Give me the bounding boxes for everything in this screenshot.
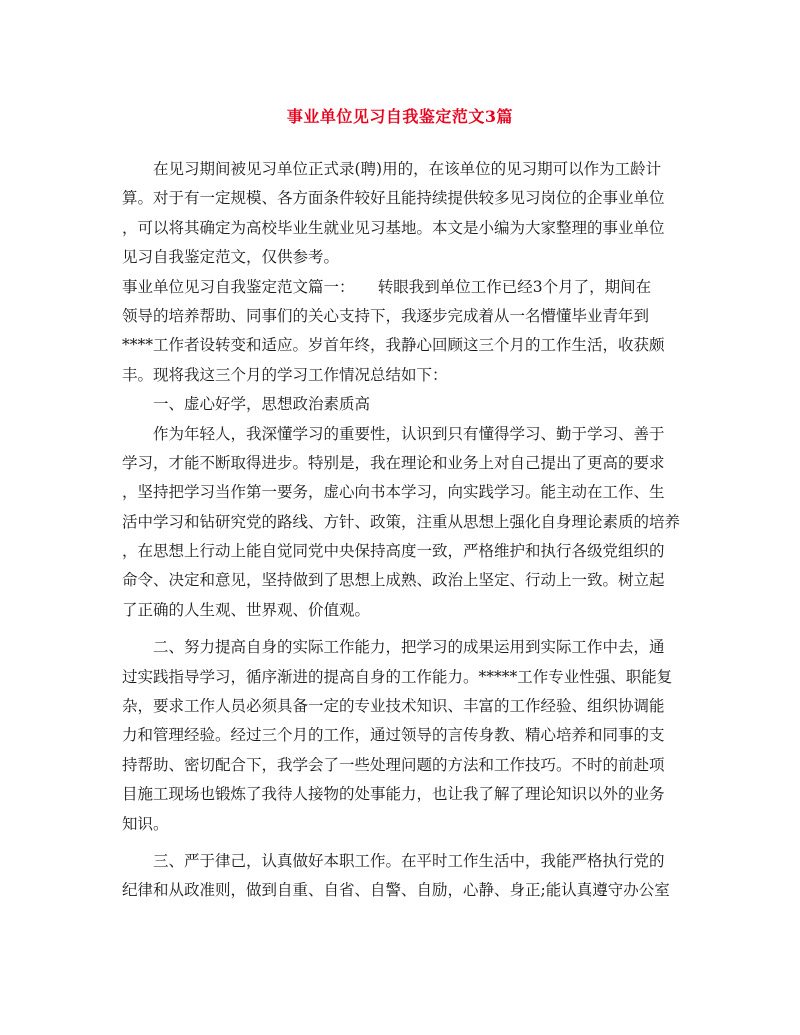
body-line: ****工作者设转变和适应。岁首年终，我静心回顾这三个月的工作生活，收获颇 (122, 336, 665, 355)
body-line: 算。对于有一定规模、各方面条件较好且能持续提供较多见习岗位的企事业单位 (122, 189, 665, 208)
body-line: 事业单位见习自我鉴定范文篇一： 转眼我到单位工作已经3个月了，期间在 (122, 277, 652, 296)
document-body (122, 155, 682, 906)
body-line: 二、努力提高自身的实际工作能力，把学习的成果运用到实际工作中去，通 (122, 638, 665, 657)
body-line: 见习自我鉴定范文，仅供参考。 (122, 248, 340, 267)
body-line: 一、虚心好学，思想政治素质高 (122, 395, 371, 414)
paragraph-gap (122, 839, 682, 847)
body-line: 过实践指导学习，循序渐进的提高自身的工作能力。*****工作专业性强、职能复 (122, 667, 673, 686)
paragraph-gap (122, 625, 682, 633)
body-line: ，可以将其确定为高校毕业生就业见习基地。本文是小编为大家整理的事业单位 (122, 218, 665, 237)
body-line: ，坚持把学习当作第一要务，虚心向书本学习，向实践学习。能主动在工作、生 (122, 483, 665, 502)
body-line: 活中学习和钻研究党的路线、方针、政策，注重从思想上强化自身理论素质的培养 (122, 512, 681, 531)
body-line: 杂，要求工作人员必须具备一定的专业技术知识、丰富的工作经验、组织协调能 (122, 697, 665, 716)
body-line: 了正确的人生观、世界观、价值观。 (122, 600, 371, 619)
body-line: 纪律和从政准则，做到自重、自省、自警、自励，心静、身正;能认真遵守办公室 (122, 881, 670, 900)
body-line: 命令、决定和意见，坚持做到了思想上成熟、政治上坚定、行动上一致。树立起 (122, 571, 665, 590)
body-line: 丰。现将我这三个月的学习工作情况总结如下： (122, 365, 448, 384)
body-line: 在见习期间被见习单位正式录(聘)用的，在该单位的见习期可以作为工龄计 (122, 160, 662, 178)
body-line: 作为年轻人，我深懂学习的重要性，认识到只有懂得学习、勤于学习、善于 (122, 424, 665, 443)
body-line: 目施工现场也锻炼了我待人接物的处事能力，也让我了解了理论知识以外的业务 (122, 785, 665, 804)
body-line: 三、严于律己，认真做好本职工作。在平时工作生活中，我能严格执行党的 (122, 851, 665, 870)
body-line: 持帮助、密切配合下，我学会了一些处理问题的方法和工作技巧。不时的前赴项 (122, 755, 665, 774)
body-line: 学习，才能不断取得进步。特别是，我在理论和业务上对自己提出了更高的要求 (122, 453, 665, 472)
body-line: ，在思想上行动上能自觉同党中央保持高度一致，严格维护和执行各级党组织的 (122, 542, 665, 561)
body-line: 力和管理经验。经过三个月的工作，通过领导的言传身教、精心培养和同事的支 (122, 726, 665, 745)
body-line: 领导的培养帮助、同事们的关心支持下，我逐步完成着从一名懵懂毕业青年到 (122, 306, 650, 325)
document-title: 事业单位见习自我鉴定范文3篇 (286, 107, 514, 126)
body-line: 知识。 (122, 814, 169, 833)
